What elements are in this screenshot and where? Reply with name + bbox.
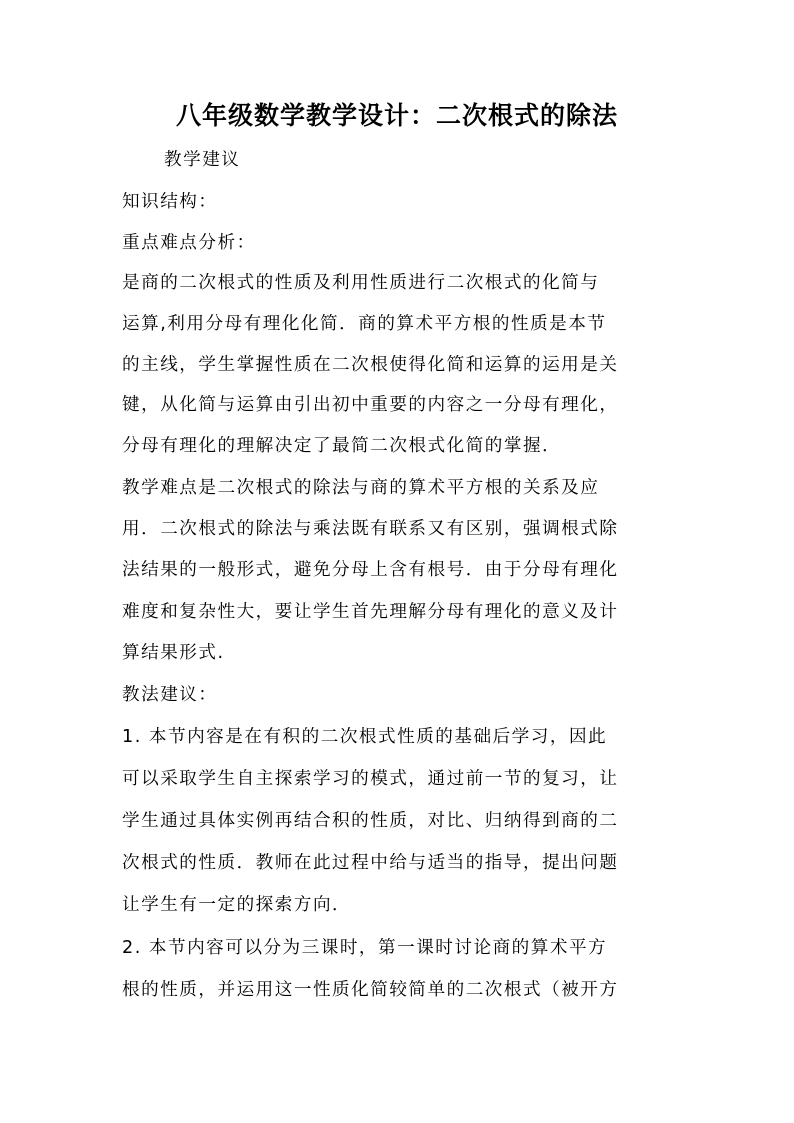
body-line: 根的性质，并运用这一性质化简较简单的二次根式（被开方 — [122, 980, 619, 1000]
body-line: 学生通过具体实例再结合积的性质，对比、归纳得到商的二 — [122, 811, 619, 831]
body-line: 用．二次根式的除法与乘法既有联系又有区别，强调根式除 — [122, 519, 619, 539]
heading-key-difficulties: 重点难点分析： — [122, 233, 256, 253]
body-line: 难度和复杂性大，要让学生首先理解分母有理化的意义及计 — [122, 602, 619, 622]
section-subtitle: 教学建议 — [164, 150, 241, 170]
body-line: 次根式的性质．教师在此过程中给与适当的指导，提出问题 — [122, 853, 619, 873]
body-line: 教学难点是二次根式的除法与商的算术平方根的关系及应 — [122, 478, 600, 498]
body-line: 分母有理化的理解决定了最简二次根式化简的掌握． — [122, 436, 562, 456]
body-line: 法结果的一般形式，避免分母上含有根号．由于分母有理化 — [122, 560, 619, 580]
heading-knowledge-structure: 知识结构： — [122, 192, 218, 212]
body-line: 的主线，学生掌握性质在二次根使得化简和运算的运用是关 — [122, 355, 619, 375]
body-line: 算结果形式. — [122, 643, 225, 663]
body-line: 键，从化简与运算由引出初中重要的内容之一分母有理化， — [122, 395, 619, 415]
body-line: 运算,利用分母有理化化简．商的算术平方根的性质是本节 — [122, 314, 607, 334]
body-line: 2. 本节内容可以分为三课时，第一课时讨论商的算术平方 — [122, 938, 608, 958]
body-line: 让学生有一定的探索方向． — [122, 895, 352, 915]
body-line: 1. 本节内容是在有积的二次根式性质的基础后学习，因此 — [122, 727, 608, 747]
body-line: 是商的二次根式的性质及利用性质进行二次根式的化简与 — [122, 273, 600, 293]
heading-teaching-method: 教法建议： — [122, 685, 218, 705]
document-title: 八年级数学教学设计：二次根式的除法 — [175, 101, 618, 130]
body-line: 可以采取学生自主探索学习的模式，通过前一节的复习，让 — [122, 769, 619, 789]
